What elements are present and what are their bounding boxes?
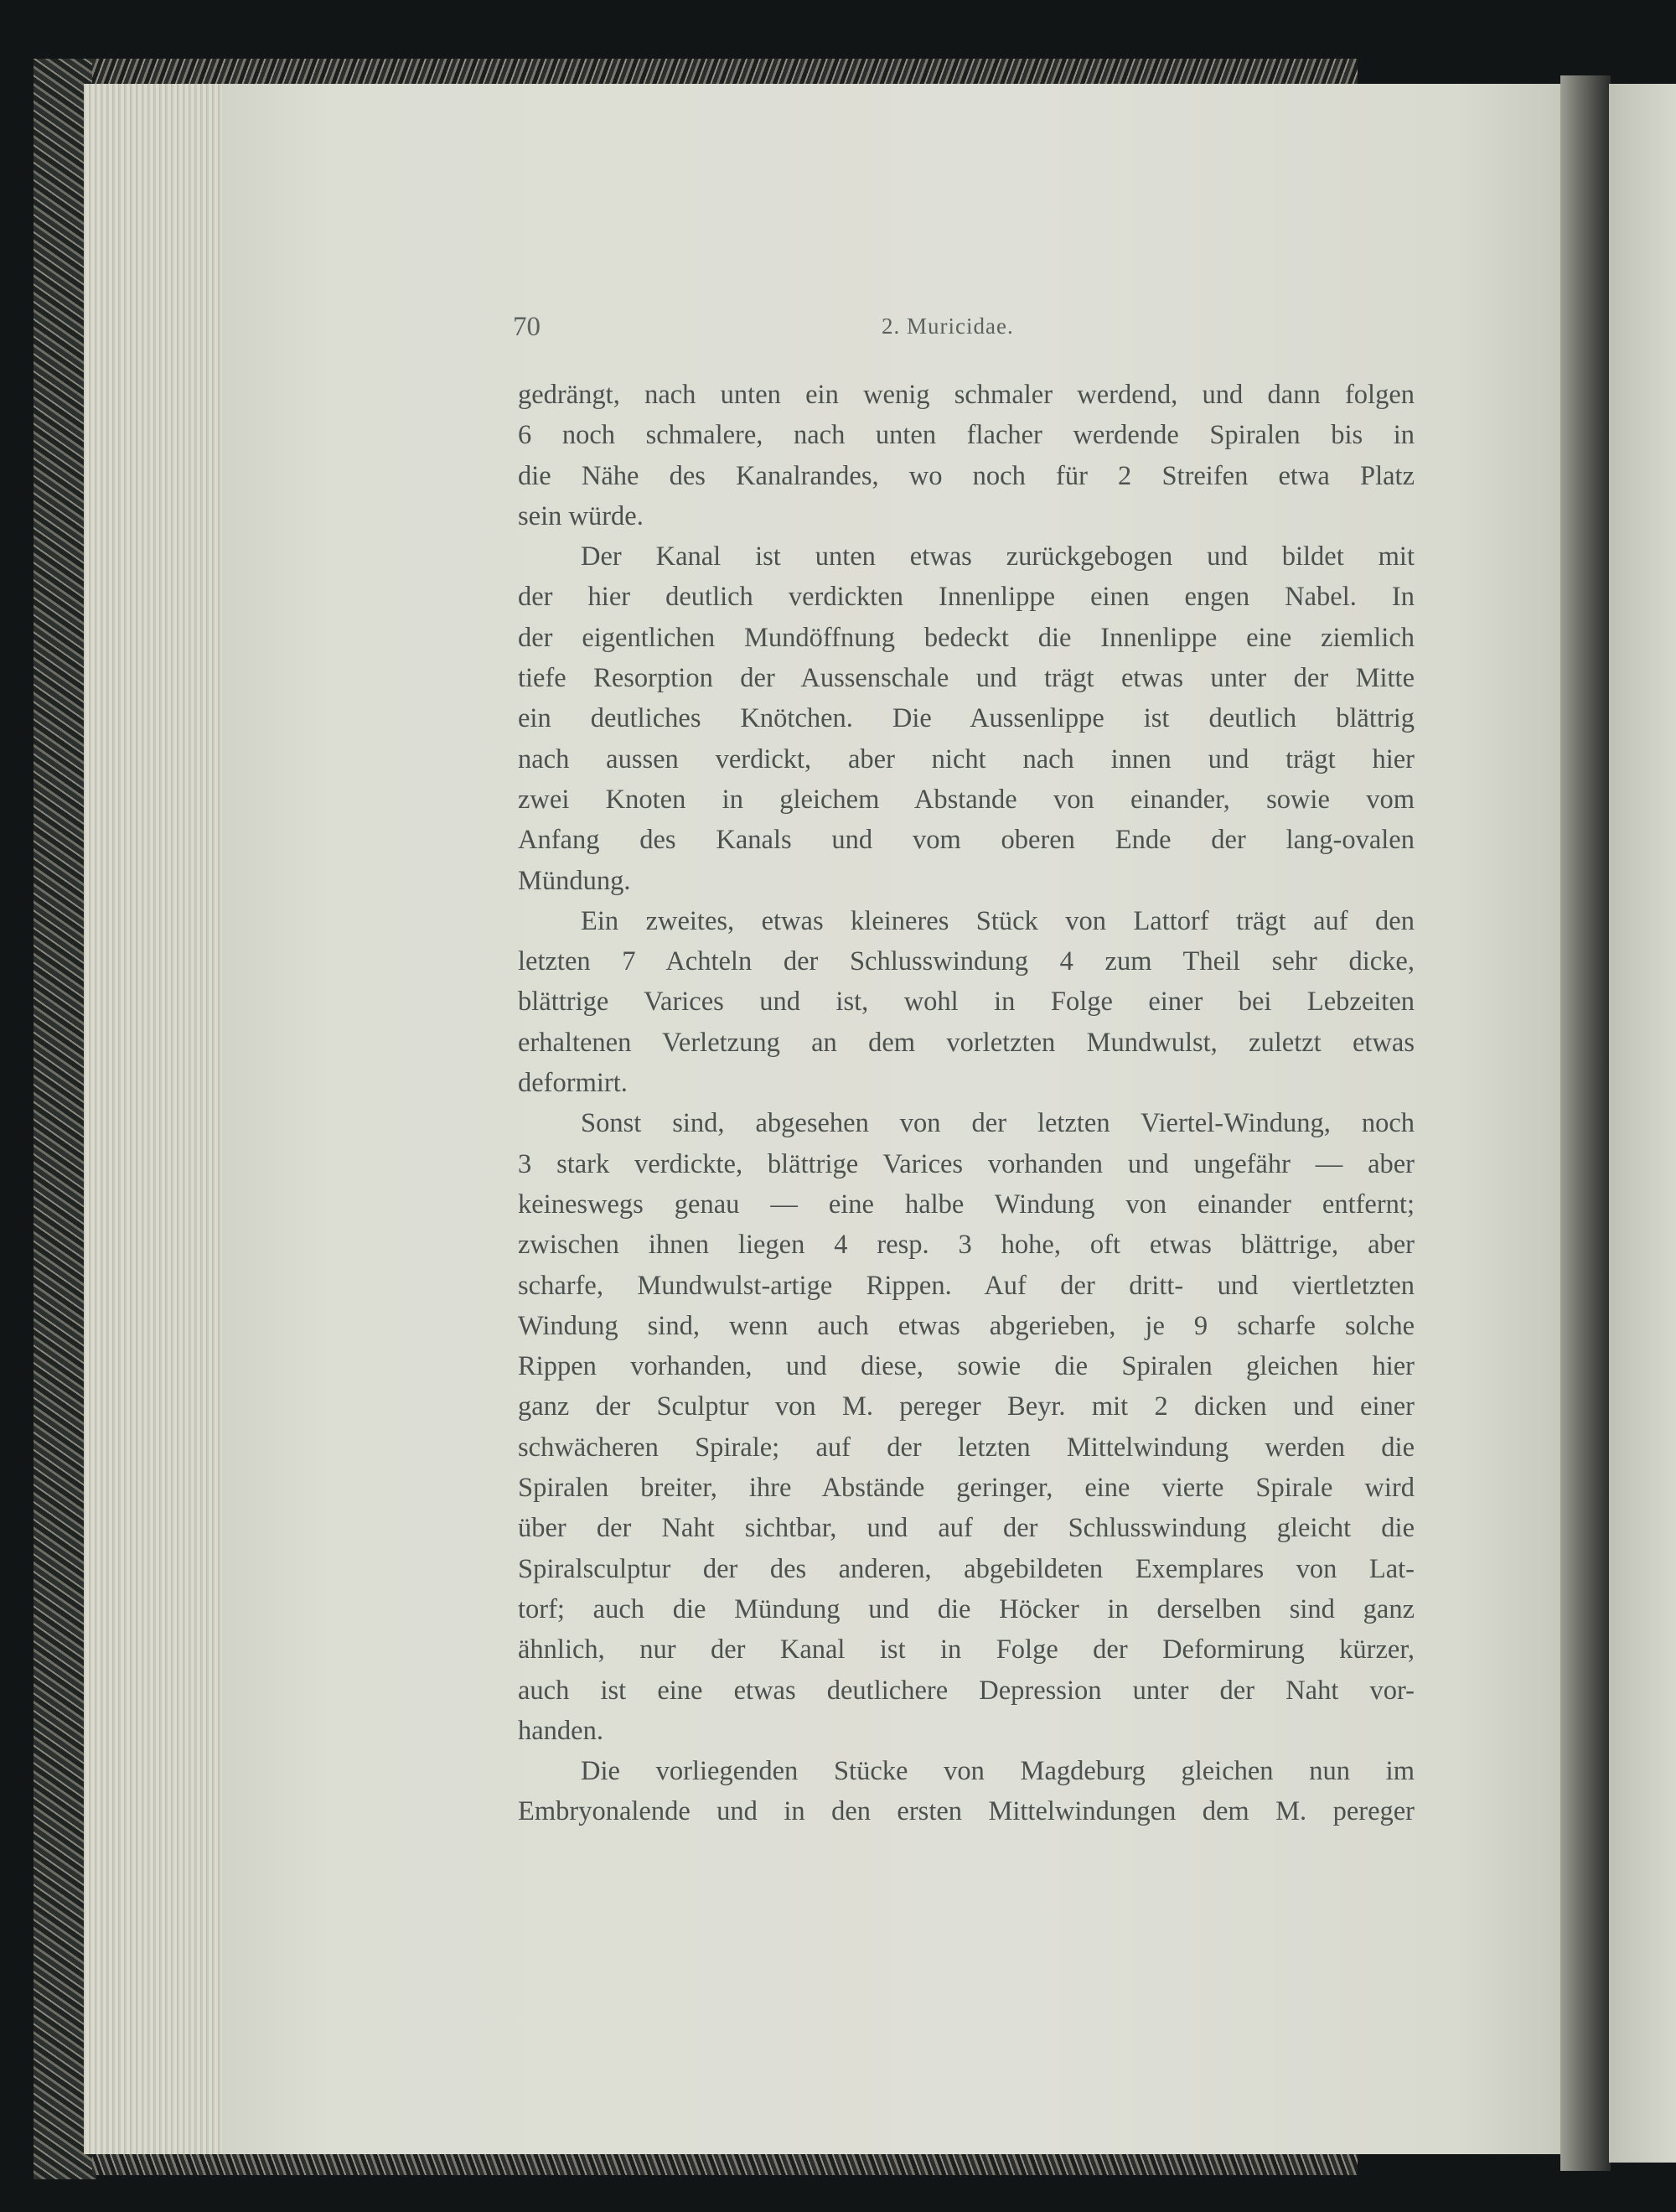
text-line: torf; auch die Mündung und die Höcker in derselben sind ganz — [518, 1593, 1415, 1624]
text-line: Sonst sind, abgesehen von der letzten Viertel-Windung, noch — [581, 1108, 1415, 1139]
text-line: auch ist eine etwas deutlichere Depression unter der Naht vor- — [518, 1675, 1415, 1706]
text-line: ganz der Sculptur von M. pereger Beyr. mit 2 dicken und einer — [518, 1391, 1415, 1422]
text-line: Anfang des Kanals und vom oberen Ende der lang-ovalen — [518, 825, 1415, 856]
text-line: 6 noch schmalere, nach unten flacher werdende Spiralen bis in — [518, 420, 1415, 451]
facing-page-edge — [1609, 84, 1676, 2163]
running-head — [513, 312, 1418, 354]
text-line: handen. — [518, 1715, 603, 1746]
body-text — [518, 375, 1415, 1832]
text-line: scharfe, Mundwulst-artige Rippen. Auf der dritt- und viertletzten — [518, 1270, 1415, 1301]
text-line: Ein zweites, etwas kleineres Stück von Lattorf trägt auf den — [581, 905, 1415, 936]
text-line: zwischen ihnen liegen 4 resp. 3 hohe, oft etwas blättrige, aber — [518, 1230, 1415, 1261]
text-line: die Nähe des Kanalrandes, wo noch für 2 Streifen etwa Platz — [518, 460, 1415, 491]
text-line: Spiralsculptur der des anderen, abgebildeten Exemplares von Lat- — [518, 1553, 1415, 1584]
text-line: Windung sind, wenn auch etwas abgerieben, je 9 scharfe solche — [518, 1310, 1415, 1341]
text-line: 3 stark verdickte, blättrige Varices vorhanden und ungefähr — aber — [518, 1148, 1415, 1179]
text-line: der eigentlichen Mundöffnung bedeckt die Innenlippe eine ziemlich — [518, 622, 1415, 653]
text-line: ähnlich, nur der Kanal ist in Folge der Deformirung kürzer, — [518, 1634, 1415, 1665]
text-line: Die vorliegenden Stücke von Magdeburg gleichen nun im — [581, 1756, 1415, 1787]
text-line: gedrängt, nach unten ein wenig schmaler werdend, und dann folgen — [518, 380, 1415, 410]
book-gutter — [1560, 75, 1611, 2171]
text-line: Rippen vorhanden, und diese, sowie die Spiralen gleichen hier — [518, 1351, 1415, 1382]
page-number: 70 — [513, 312, 541, 342]
text-line: deformirt. — [518, 1068, 628, 1099]
page-edges — [84, 84, 235, 2154]
text-line: letzten 7 Achteln der Schlusswindung 4 zum Theil sehr dicke, — [518, 946, 1415, 977]
text-line: keineswegs genau — eine halbe Windung von einander entfernt; — [518, 1189, 1415, 1220]
text-line: sein würde. — [518, 500, 644, 531]
text-line: blättrige Varices und ist, wohl in Folge einer bei Lebzeiten — [518, 987, 1415, 1018]
text-line: erhaltenen Verletzung an dem vorletzten Mundwulst, zuletzt etwas — [518, 1027, 1415, 1058]
section-title: 2. Muricidae. — [882, 313, 1014, 339]
text-line: Embryonalende und in den ersten Mittelwindungen dem M. pereger — [518, 1796, 1415, 1827]
text-line: Mündung. — [518, 865, 631, 896]
text-line: tiefe Resorption der Aussenschale und trägt etwas unter der Mitte — [518, 663, 1415, 694]
text-line: zwei Knoten in gleichem Abstande von einander, sowie vom — [518, 784, 1415, 815]
text-line: schwächeren Spirale; auf der letzten Mittelwindung werden die — [518, 1432, 1415, 1463]
text-line: Spiralen breiter, ihre Abstände geringer, eine vierte Spirale wird — [518, 1473, 1415, 1504]
text-line: ein deutliches Knötchen. Die Aussenlippe ist deutlich blättrig — [518, 703, 1415, 734]
text-line: der hier deutlich verdickten Innenlippe einen engen Nabel. In — [518, 582, 1415, 613]
text-line: nach aussen verdickt, aber nicht nach innen und trägt hier — [518, 743, 1415, 774]
text-line: Der Kanal ist unten etwas zurückgebogen und bildet mit — [581, 541, 1415, 572]
text-line: über der Naht sichtbar, und auf der Schlusswindung gleicht die — [518, 1513, 1415, 1544]
